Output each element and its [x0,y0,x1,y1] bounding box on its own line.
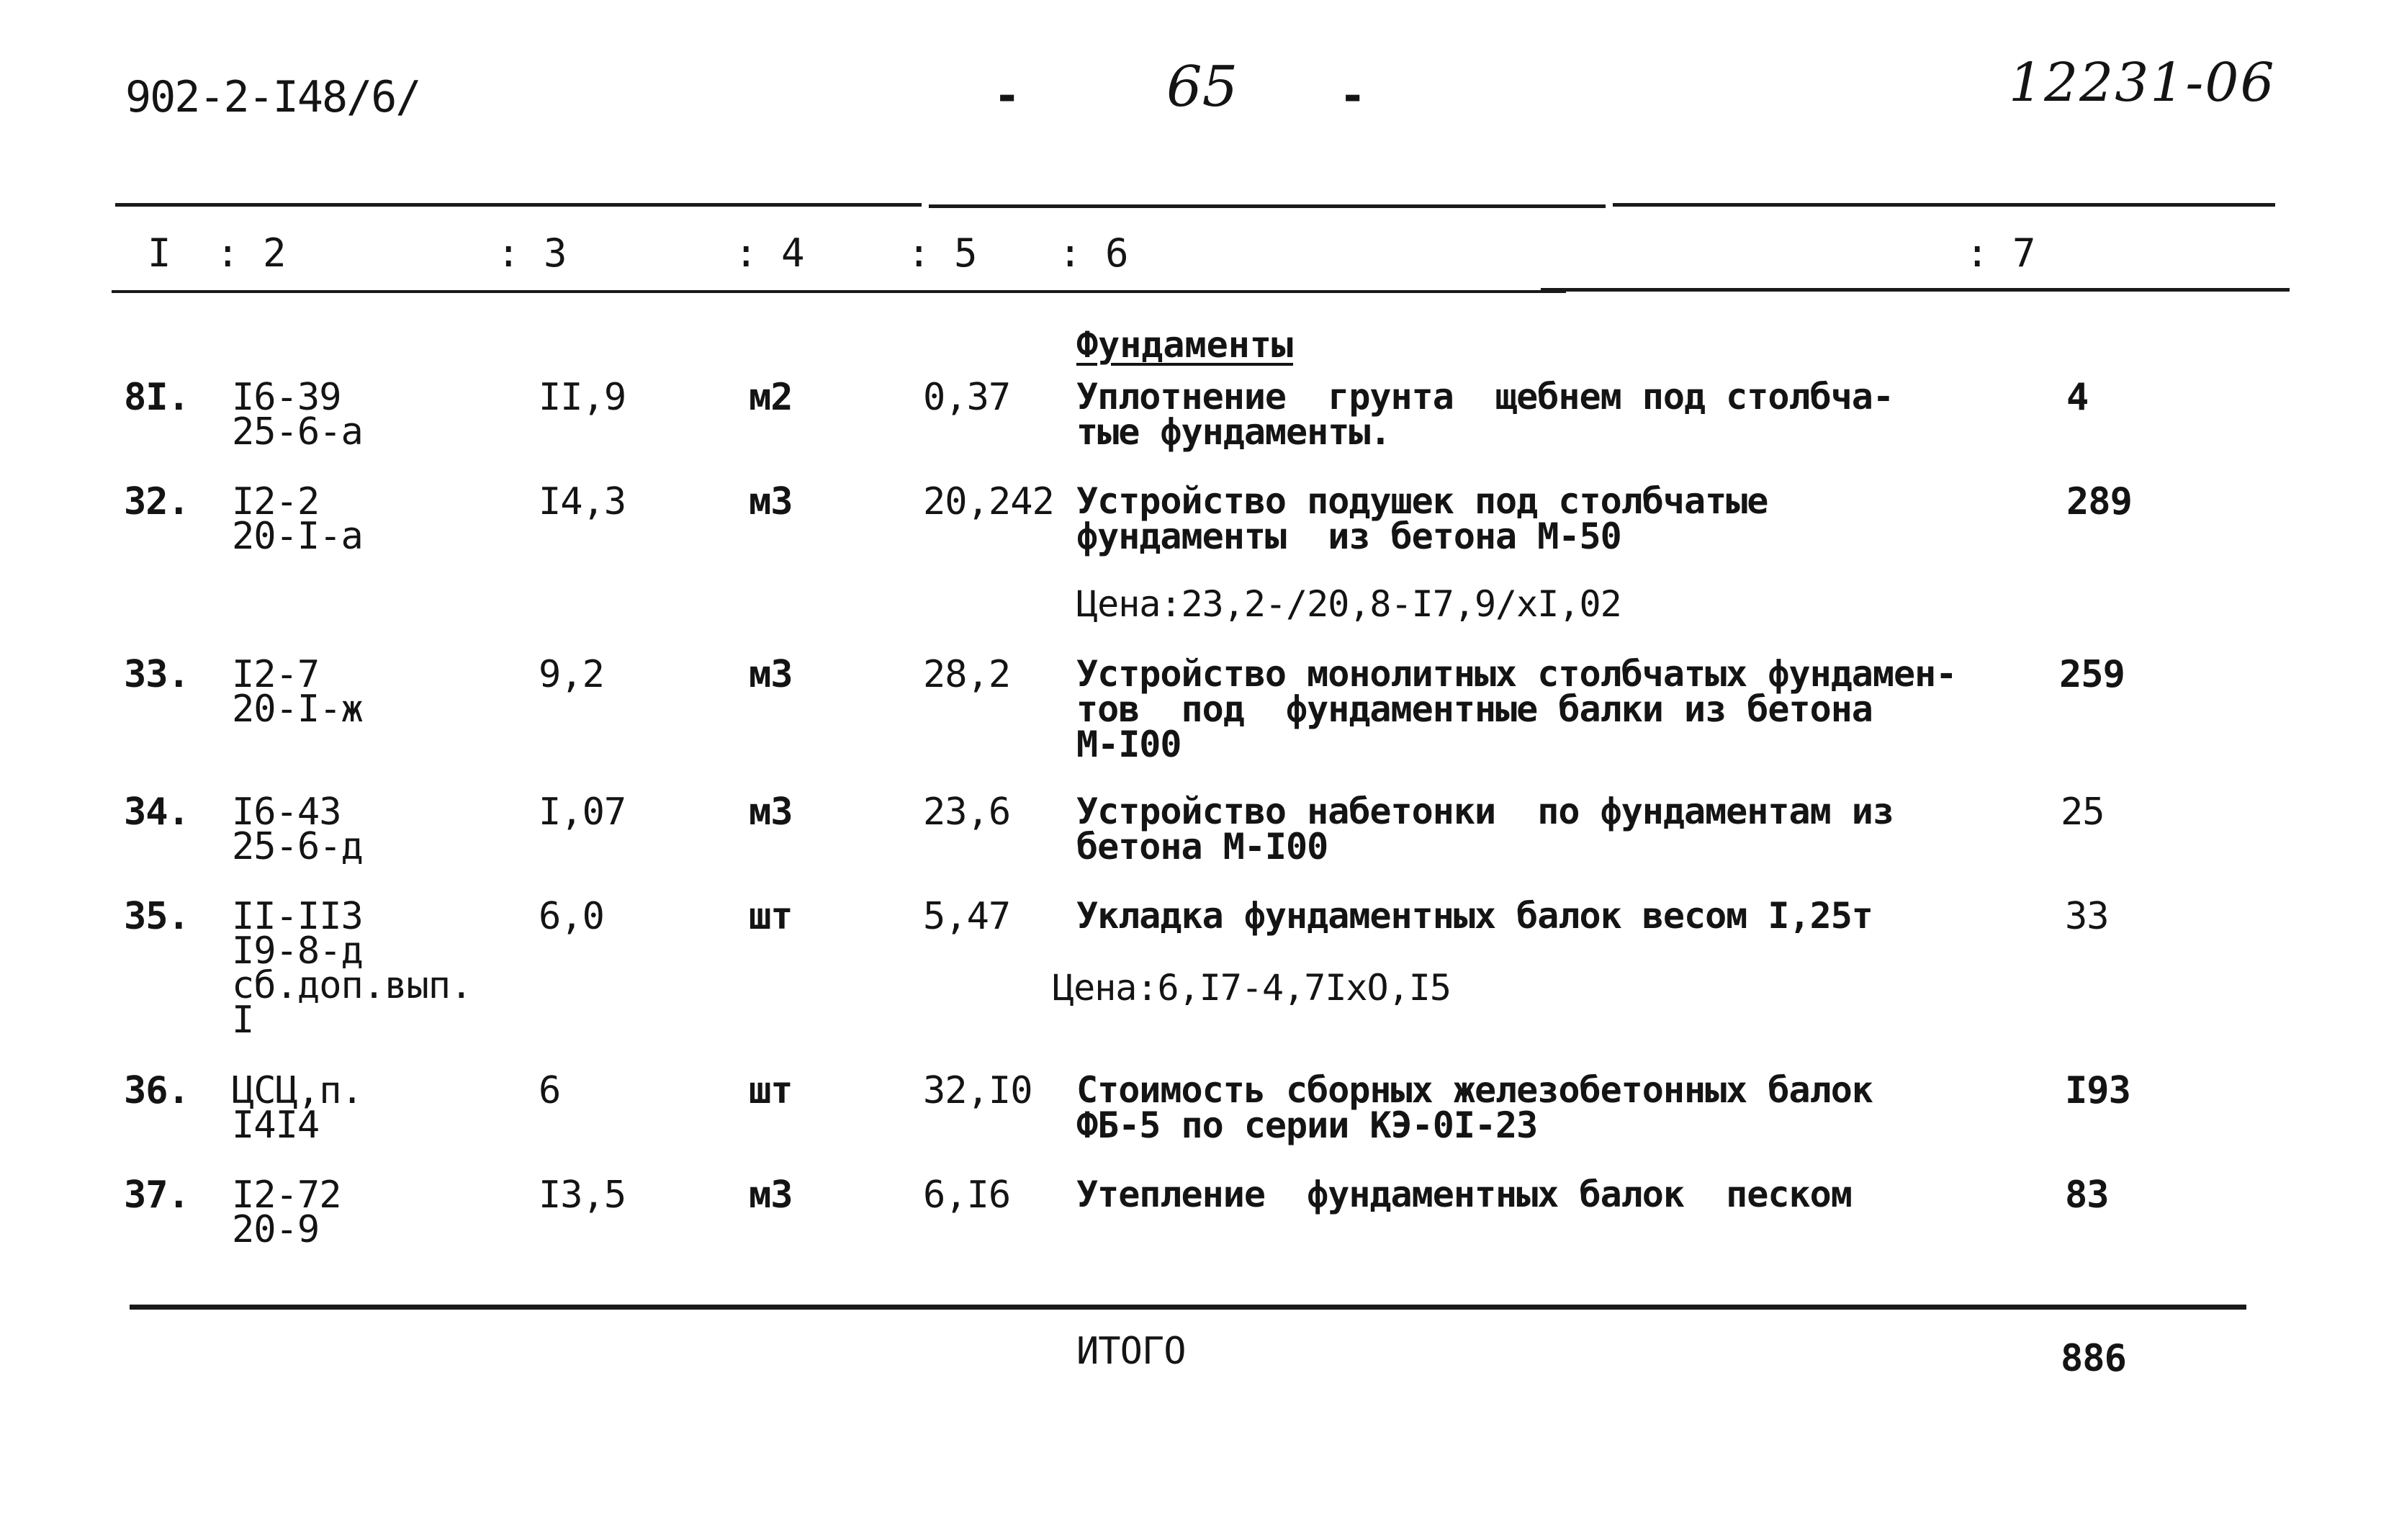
row-33-qty: 9,2 [539,653,604,696]
row-33-total: 259 [2059,653,2125,696]
row-34-qty: I,07 [539,791,626,834]
row-32-number: 32. [124,480,189,523]
document-code: 902-2-I48/6/ [125,72,420,122]
summary-total: 886 [2061,1337,2126,1380]
row-35-desc-1: Укладка фундаментных балок весом I,25т [1076,895,1873,937]
top-rule-1 [115,203,922,207]
row-33-code-2: 20-I-ж [232,688,363,731]
bottom-rule [130,1305,2246,1310]
row-37-qty: I3,5 [539,1174,626,1217]
col-header-2: : 2 [216,230,287,276]
row-34-code-2: 25-6-д [232,825,363,868]
row-32-price-note: Цена:23,2-/20,8-I7,9/xI,02 [1076,583,1621,625]
page-number: 65 [1166,55,1238,120]
row-32-qty: I4,3 [539,480,626,523]
row-32-unit: м3 [749,480,793,523]
row-35-total: 33 [2065,895,2109,938]
row-33-desc-3: М-I00 [1076,724,1182,765]
col-header-7: : 7 [1966,230,2036,276]
col-header-3: : 3 [497,230,567,276]
row-37-price: 6,I6 [923,1174,1011,1217]
row-81-code-1: I6-39 [232,376,341,419]
row-81-desc-2: тые фундаменты. [1076,411,1391,453]
row-37-total: 83 [2065,1174,2109,1217]
row-33-price: 28,2 [923,653,1011,696]
section-title: Фундаменты [1076,324,1294,366]
row-33-desc-1: Устройство монолитных столбчатых фундамен- [1076,653,1957,695]
row-32-desc-2: фундаменты из бетона М-50 [1076,515,1621,557]
row-81-unit: м2 [749,376,793,419]
row-34-desc-2: бетона М-I00 [1076,826,1328,868]
row-36-price: 32,I0 [923,1069,1032,1112]
row-36-code-1: ЦСЦ,п. [232,1069,363,1112]
row-35-qty: 6,0 [539,895,604,938]
summary-label: ИТОГО [1076,1330,1186,1373]
header-rule-2 [1541,288,2290,292]
row-81-desc-1: Уплотнение грунта щебнем под столбча- [1076,376,1894,418]
row-81-total: 4 [2066,376,2089,419]
row-81-qty: II,9 [539,376,626,419]
row-36-desc-1: Стоимость сборных железобетонных балок [1076,1069,1873,1111]
row-36-total: I93 [2065,1069,2130,1112]
top-rule-3 [1613,203,2275,207]
row-33-unit: м3 [749,653,793,696]
row-37-code-2: 20-9 [232,1208,320,1251]
col-header-4: : 4 [734,230,805,276]
row-35-code-2: I9-8-д [232,929,363,973]
row-36-desc-2: ФБ-5 по серии КЭ-0I-23 [1076,1104,1538,1146]
document-number: 12231-06 [2009,52,2276,114]
col-header-5: : 5 [907,230,978,276]
row-35-unit: шт [749,895,793,938]
page-dash-left: - [994,69,1021,122]
row-81-number: 8I. [124,376,189,419]
row-36-unit: шт [749,1069,793,1112]
row-35-code-3: сб.доп.вып. [232,964,472,1007]
row-81-price: 0,37 [923,376,1011,419]
row-35-number: 35. [124,895,189,938]
top-rule-2 [929,204,1606,208]
row-35-price-note: Цена:6,I7-4,7IxO,I5 [1053,967,1451,1009]
row-36-code-2: I4I4 [232,1104,320,1147]
row-37-code-1: I2-72 [232,1174,341,1217]
col-header-6: : 6 [1058,230,1129,276]
row-35-price: 5,47 [923,895,1011,938]
row-32-code-1: I2-2 [232,480,320,523]
row-33-desc-2: тов под фундаментные балки из бетона [1076,688,1873,730]
row-37-number: 37. [124,1174,189,1217]
row-35-code-1: II-II3 [232,895,363,938]
page-dash-right: - [1339,69,1367,122]
row-32-code-2: 20-I-а [232,515,363,558]
header-rule-1 [112,290,1566,293]
row-32-desc-1: Устройство подушек под столбчатые [1076,480,1768,522]
row-37-desc-1: Утепление фундаментных балок песком [1076,1174,1852,1215]
row-34-code-1: I6-43 [232,791,341,834]
row-32-price: 20,242 [923,480,1054,523]
row-36-qty: 6 [539,1069,561,1112]
row-32-total: 289 [2066,480,2132,523]
row-34-unit: м3 [749,791,793,834]
row-34-total: 25 [2061,791,2105,834]
row-33-code-1: I2-7 [232,653,320,696]
row-81-code-2: 25-6-а [232,410,363,454]
row-34-number: 34. [124,791,189,834]
col-header-1: I [148,230,171,276]
row-33-number: 33. [124,653,189,696]
row-34-price: 23,6 [923,791,1011,834]
row-35-code-4: I [232,999,254,1042]
row-34-desc-1: Устройство набетонки по фундаментам из [1076,791,1894,832]
row-36-number: 36. [124,1069,189,1112]
row-37-unit: м3 [749,1174,793,1217]
